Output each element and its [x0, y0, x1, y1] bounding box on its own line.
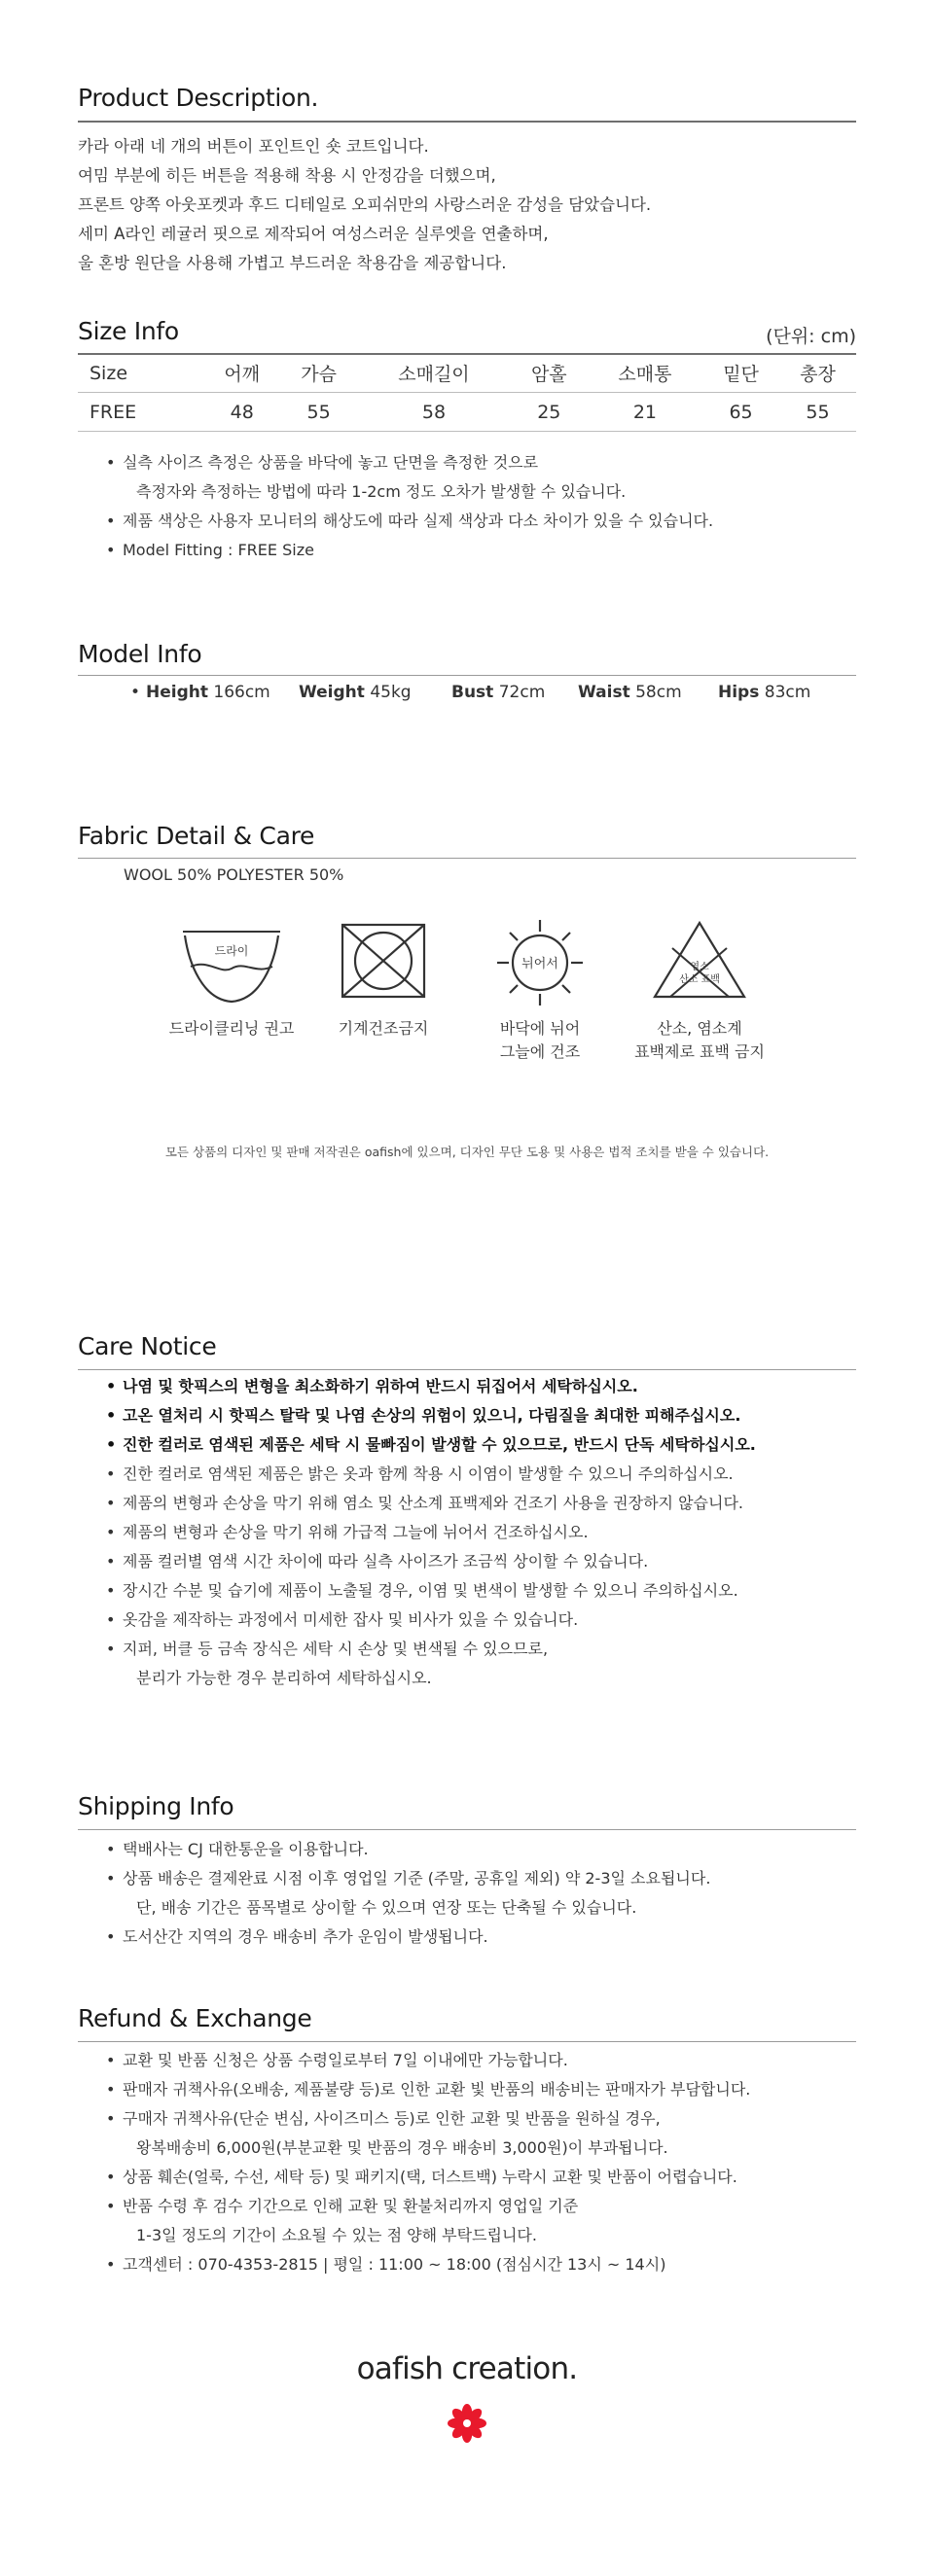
fabric-divider — [78, 858, 856, 859]
product-line: 세미 A라인 레귤러 핏으로 제작되어 여성스러운 실루엣을 연출하며, — [78, 225, 549, 243]
dry-clean-label: 드라이클리닝 권고 — [168, 1019, 295, 1038]
model-hips — [718, 683, 810, 702]
size-header-cell: 밑단 — [702, 354, 779, 393]
size-header-cell: 어깨 — [203, 354, 280, 393]
care-notice-item: • 장시간 수분 및 습기에 제품이 노출될 경우, 이염 및 변색이 발생할 수 있으니 주의하십시오. — [123, 1576, 756, 1606]
brand-flower-logo — [448, 2402, 486, 2445]
no-tumble-dry-label: 기계건조금지 — [338, 1019, 429, 1038]
size-header-cell: 가슴 — [280, 354, 357, 393]
size-unit: (단위: cm) — [766, 326, 856, 347]
model-bust-label: Bust — [451, 683, 494, 702]
model-info-divider — [78, 675, 856, 676]
size-table-row — [78, 393, 856, 432]
care-notice-title: Care Notice — [78, 1332, 217, 1360]
refund-exchange-item: 왕복배송비 6,000원(부분교환 및 반품의 경우 배송비 3,000원)이 부과됩니다. — [136, 2138, 668, 2157]
product-line: 카라 아래 네 개의 버튼이 포인트인 숏 코트입니다. — [78, 137, 429, 156]
product-description-divider — [78, 121, 856, 123]
model-height-value: 166cm — [213, 683, 270, 702]
care-notice-item: • 지퍼, 버클 등 금속 장식은 세탁 시 손상 및 변색될 수 있으므로, — [123, 1635, 756, 1664]
model-waist-value: 58cm — [635, 683, 682, 702]
size-cell: 25 — [511, 393, 588, 432]
refund-exchange-title: Refund & Exchange — [78, 2004, 312, 2032]
brand-name: oafish creation. — [356, 2351, 578, 2386]
product-line: 울 혼방 원단을 사용해 가볍고 부드러운 착용감을 제공합니다. — [78, 254, 507, 272]
shipping-info-item: 단, 배송 기간은 품목별로 상이할 수 있으며 연장 또는 단축될 수 있습니다. — [136, 1898, 637, 1917]
size-header-cell: 소매통 — [588, 354, 702, 393]
care-notice-item: • 옷감을 제작하는 과정에서 미세한 잡사 및 비사가 있을 수 있습니다. — [123, 1606, 756, 1635]
product-line: 여밈 부분에 히든 버튼을 적용해 착용 시 안정감을 더했으며, — [78, 166, 496, 185]
size-note: • 제품 색상은 사용자 모니터의 해상도에 따라 실제 색상과 다소 차이가 있을 수 있습니다. — [123, 507, 713, 536]
no-bleach-icon — [651, 919, 748, 1001]
size-note: 측정자와 측정하는 방법에 따라 1-2cm 정도 오차가 발생할 수 있습니다. — [136, 482, 627, 501]
no-bleach-icon-text1: 염소 — [690, 962, 709, 972]
size-cell: FREE — [78, 393, 203, 432]
care-notice-item: • 진한 컬러로 염색된 제품은 밝은 옷과 함께 착용 시 이염이 발생할 수 있으니 주의하십시오. — [123, 1460, 756, 1489]
care-notice-item: 분리가 가능한 경우 분리하여 세탁하십시오. — [136, 1669, 432, 1687]
model-waist-label: Waist — [578, 683, 630, 702]
care-notice-item: • 나염 및 핫픽스의 변형을 최소화하기 위하여 반드시 뒤집어서 세탁하십시오. — [123, 1372, 756, 1401]
no-tumble-dry-icon — [340, 922, 427, 1000]
model-hips-value: 83cm — [764, 683, 811, 702]
size-header-cell: 암홀 — [511, 354, 588, 393]
care-notice-item: • 제품 컬러별 염색 시간 차이에 따라 실측 사이즈가 조금씩 상이할 수 있습니다. — [123, 1547, 756, 1576]
care-notice-item: • 진한 컬러로 염색된 제품은 세탁 시 물빠짐이 발생할 수 있으므로, 반드시 단독 세탁하십시오. — [123, 1430, 756, 1460]
size-info-title: Size Info — [78, 317, 179, 345]
shipping-info-item: • 상품 배송은 결제완료 시점 이후 영업일 기준 (주말, 공휴일 제외) 약 2-3일 소요됩니다. — [123, 1864, 710, 1893]
shipping-info-item: • 도서산간 지역의 경우 배송비 추가 운임이 발생됩니다. — [123, 1923, 710, 1952]
product-line: 프론트 양쪽 아웃포켓과 후드 디테일로 오피쉬만의 사랑스러운 감성을 담았습니다. — [78, 195, 652, 214]
refund-exchange-divider — [78, 2041, 856, 2042]
model-hips-label: Hips — [718, 683, 760, 702]
size-cell: 55 — [779, 393, 856, 432]
size-note: • Model Fitting : FREE Size — [123, 536, 713, 565]
care-notice-divider — [78, 1369, 856, 1370]
shipping-info-list — [123, 1835, 710, 1952]
size-cell: 48 — [203, 393, 280, 432]
model-bust-value: 72cm — [498, 683, 546, 702]
size-note: • 실측 사이즈 측정은 상품을 바닥에 놓고 단면을 측정한 것으로 — [123, 448, 713, 477]
model-weight-label: Weight — [299, 683, 365, 702]
size-notes — [123, 448, 713, 565]
size-cell: 58 — [357, 393, 511, 432]
size-cell: 55 — [280, 393, 357, 432]
dry-clean-icon-text: 드라이 — [214, 944, 249, 958]
refund-exchange-item: • 상품 훼손(얼룩, 수선, 세탁 등) 및 패키지(택, 더스트백) 누락시 교환 및 반품이 어렵습니다. — [123, 2163, 750, 2192]
shipping-info-item: • 택배사는 CJ 대한통운을 이용합니다. — [123, 1835, 710, 1864]
size-header-cell: 소매길이 — [357, 354, 511, 393]
refund-exchange-item: • 교환 및 반품 신청은 상품 수령일로부터 7일 이내에만 가능합니다. — [123, 2046, 750, 2075]
model-info-title: Model Info — [78, 640, 202, 668]
refund-exchange-item: • 반품 수령 후 검수 기간으로 인해 교환 및 환불처리까지 영업일 기준 — [123, 2192, 750, 2221]
size-header-cell: Size — [78, 354, 203, 393]
refund-exchange-item: 1-3일 정도의 기간이 소요될 수 있는 점 양해 부탁드립니다. — [136, 2226, 537, 2244]
dry-flat-shade-label-line1: 바닥에 뉘어 — [499, 1019, 581, 1038]
refund-exchange-item: • 판매자 귀책사유(오배송, 제품불량 등)로 인한 교환 빛 반품의 배송비는 판매자가 부담합니다. — [123, 2075, 750, 2104]
size-cell: 21 — [588, 393, 702, 432]
refund-exchange-list — [123, 2046, 750, 2279]
dry-flat-shade-icon — [493, 914, 587, 1007]
refund-exchange-item: • 구매자 귀책사유(단순 변심, 사이즈미스 등)로 인한 교환 및 반품을 원하실 경우, — [123, 2104, 750, 2134]
dry-flat-icon-text: 뉘어서 — [521, 957, 558, 971]
fabric-material: WOOL 50% POLYESTER 50% — [124, 865, 344, 884]
dry-clean-icon — [181, 924, 282, 1006]
dry-flat-shade-label-line2: 그늘에 건조 — [499, 1042, 581, 1061]
model-height-label: Height — [146, 683, 208, 702]
no-bleach-label-line1: 산소, 염소계 — [657, 1019, 742, 1038]
model-bust — [451, 683, 545, 702]
refund-exchange-item: • 고객센터 : 070-4353-2815 | 평일 : 11:00 ~ 18:00 (점심시간 13시 ~ 14시) — [123, 2250, 750, 2279]
no-bleach-label-line2: 표백제로 표백 금지 — [634, 1042, 765, 1061]
model-weight — [299, 683, 412, 702]
size-table — [78, 354, 856, 432]
copyright-notice: 모든 상품의 디자인 및 판매 저작권은 oafish에 있으며, 디자인 무단 도용 및 사용은 법적 조치를 받을 수 있습니다. — [164, 1145, 770, 1159]
care-notice-list — [123, 1372, 756, 1693]
care-notice-item: • 제품의 변형과 손상을 막기 위해 염소 및 산소계 표백제와 건조기 사용을 권장하지 않습니다. — [123, 1489, 756, 1518]
shipping-info-title: Shipping Info — [78, 1792, 234, 1820]
size-cell: 65 — [702, 393, 779, 432]
model-bullet: • — [130, 683, 141, 702]
model-height — [146, 683, 270, 702]
size-header-cell: 총장 — [779, 354, 856, 393]
model-weight-value: 45kg — [370, 683, 412, 702]
care-notice-item: • 고온 열처리 시 핫픽스 탈락 및 나염 손상의 위험이 있으니, 다림질을 최대한 피해주십시오. — [123, 1401, 756, 1430]
size-table-header-row — [78, 354, 856, 393]
product-description-title: Product Description. — [78, 84, 319, 112]
care-notice-item: • 제품의 변형과 손상을 막기 위해 가급적 그늘에 뉘어서 건조하십시오. — [123, 1518, 756, 1547]
model-waist — [578, 683, 682, 702]
no-bleach-icon-text2: 산소 표백 — [679, 974, 720, 985]
shipping-info-divider — [78, 1829, 856, 1830]
fabric-title: Fabric Detail & Care — [78, 822, 315, 850]
